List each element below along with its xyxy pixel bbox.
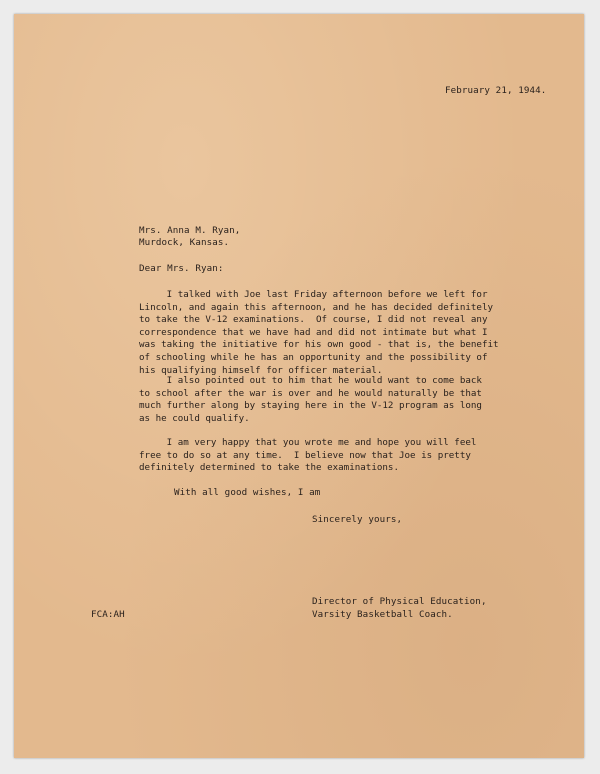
letter-date: February 21, 1944. <box>445 85 547 96</box>
reference-initials: FCA:AH <box>91 609 125 620</box>
paragraph-3 <box>139 437 476 475</box>
paragraph-1 <box>139 289 499 377</box>
paragraph-2 <box>139 375 482 425</box>
paragraph-line: I am very happy that you wrote me and hope you will feel <box>139 437 477 448</box>
paragraph-line: I also pointed out to him that he would want to come back <box>139 375 482 386</box>
paragraph-line: as he could qualify. <box>139 412 250 424</box>
paragraph-line: of schooling while he has an opportunity and the possibility of <box>139 351 488 363</box>
paragraph-line: to school after the war is over and he would naturally be that <box>139 387 482 399</box>
paragraph-line: much further along by staying here in the V-12 program as long <box>139 400 482 412</box>
signature-title: Director of Physical Education, <box>312 596 487 607</box>
signoff: Sincerely yours, <box>312 514 403 525</box>
paragraph-line: correspondence that we have had and did not intimate but what I <box>139 326 488 338</box>
letter-page <box>14 14 584 758</box>
paragraph-line: free to do so at any time. I believe now that Joe is pretty <box>139 449 471 461</box>
paragraph-line: his qualifying himself for officer material. <box>139 364 383 376</box>
paragraph-line: I talked with Joe last Friday afternoon before we left for <box>139 289 488 300</box>
salutation: Dear Mrs. Ryan: <box>139 263 224 274</box>
signature-title: Varsity Basketball Coach. <box>312 609 453 620</box>
recipient-location: Murdock, Kansas. <box>139 237 230 248</box>
paragraph-line: definitely determined to take the examinations. <box>139 462 399 474</box>
closing-line: With all good wishes, I am <box>174 487 321 498</box>
paragraph-line: to take the V-12 examinations. Of course, I did not reveal any <box>139 314 488 326</box>
paragraph-line: was taking the initiative for his own good - that is, the benefit <box>139 339 499 351</box>
paragraph-line: Lincoln, and again this afternoon, and he has decided definitely <box>139 301 494 313</box>
recipient-name: Mrs. Anna M. Ryan, <box>139 225 241 236</box>
